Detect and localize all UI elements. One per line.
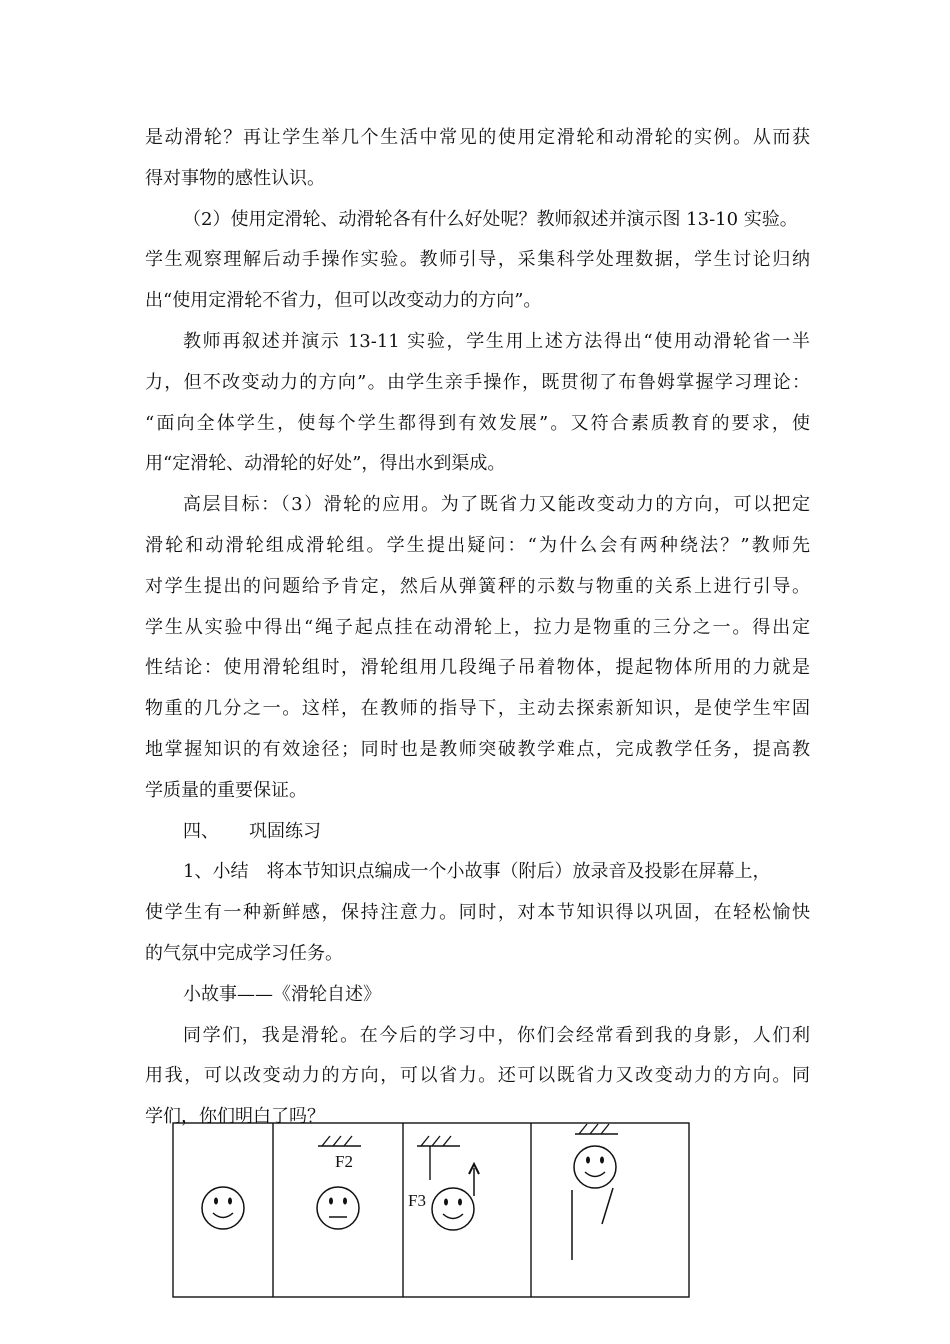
story-title: 小故事——《滑轮自述》 [183, 983, 381, 1005]
arrow-up-icon [469, 1164, 479, 1196]
paragraph-line: 用“定滑轮、动滑轮的好处”，得出水到渠成。 [145, 453, 506, 475]
paragraph-line: 同学们，我是滑轮。在今后的学习中，你们会经常看到我的身影，人们利 [183, 1024, 810, 1046]
ceiling-hatch-icon [575, 1124, 618, 1134]
neutral-face-icon [317, 1187, 359, 1229]
figure-frame [173, 1123, 689, 1297]
smiley-face-icon [202, 1187, 244, 1229]
paragraph-line: 滑轮和动滑轮组成滑轮组。学生提出疑问：“为什么会有两种绕法？”教师先 [145, 534, 810, 556]
ceiling-hatch-icon [318, 1136, 361, 1146]
paragraph-line: 性结论：使用滑轮组时，滑轮组用几段绳子吊着物体，提起物体所用的力就是 [145, 657, 810, 679]
paragraph-line: 教师再叙述并演示 13-11 实验，学生用上述方法得出“使用动滑轮省一半 [183, 330, 810, 352]
paragraph-line: （2）使用定滑轮、动滑轮各有什么好处呢？教师叙述并演示图 13-10 实验。 [183, 208, 798, 230]
paragraph-line: 物重的几分之一。这样，在教师的指导下，主动去探索新知识，是使学生牢固 [145, 698, 810, 720]
paragraph-line: 学生从实验中得出“绳子起点挂在动滑轮上，拉力是物重的三分之一。得出定 [145, 616, 810, 638]
paragraph-line: 出“使用定滑轮不省力，但可以改变动力的方向”。 [145, 290, 542, 312]
ceiling-hatch-icon [417, 1136, 460, 1146]
section-number: 四、 [183, 820, 219, 842]
label-f2: F2 [335, 1152, 353, 1171]
paragraph-line: 用我，可以改变动力的方向，可以省力。还可以既省力又改变动力的方向。同 [145, 1065, 810, 1087]
rope-line [602, 1188, 613, 1224]
smiley-face-icon [574, 1146, 616, 1188]
paragraph-line: 1、小结 将本节知识点编成一个小故事（附后）放录音及投影在屏幕上， [183, 861, 771, 883]
paragraph-line: 地掌握知识的有效途径；同时也是教师突破教学难点，完成教学任务，提高教 [145, 738, 810, 760]
paragraph-line: “面向全体学生，使每个学生都得到有效发展”。又符合素质教育的要求，使 [145, 412, 810, 434]
paragraph-line: 学质量的重要保证。 [145, 779, 307, 801]
pulley-illustration [172, 1122, 690, 1298]
pulley-figure-svg [172, 1122, 690, 1298]
paragraph-line: 得对事物的感性认识。 [145, 167, 325, 189]
paragraph-line: 学们，你们明白了吗？ [145, 1106, 325, 1128]
body-text [145, 118, 810, 1138]
paragraph-line: 力，但不改变动力的方向”。由学生亲手操作，既贯彻了布鲁姆掌握学习理论： [145, 371, 810, 393]
paragraph-line: 高层目标：（3）滑轮的应用。为了既省力又能改变动力的方向，可以把定 [183, 494, 810, 516]
paragraph-line: 对学生提出的问题给予肯定，然后从弹簧秤的示数与物重的关系上进行引导。 [145, 575, 810, 597]
section-title: 巩固练习 [249, 820, 321, 842]
smiley-face-icon [432, 1188, 474, 1230]
paragraph-line: 的气氛中完成学习任务。 [145, 942, 343, 964]
paragraph-line: 是动滑轮？再让学生举几个生活中常见的使用定滑轮和动滑轮的实例。从而获 [145, 127, 810, 148]
paragraph-line: 学生观察理解后动手操作实验。教师引导，采集科学处理数据，学生讨论归纳 [145, 249, 810, 271]
section-heading [145, 812, 810, 853]
paragraph-line: 使学生有一种新鲜感，保持注意力。同时，对本节知识得以巩固，在轻松愉快 [145, 902, 810, 924]
label-f3: F3 [408, 1191, 426, 1210]
